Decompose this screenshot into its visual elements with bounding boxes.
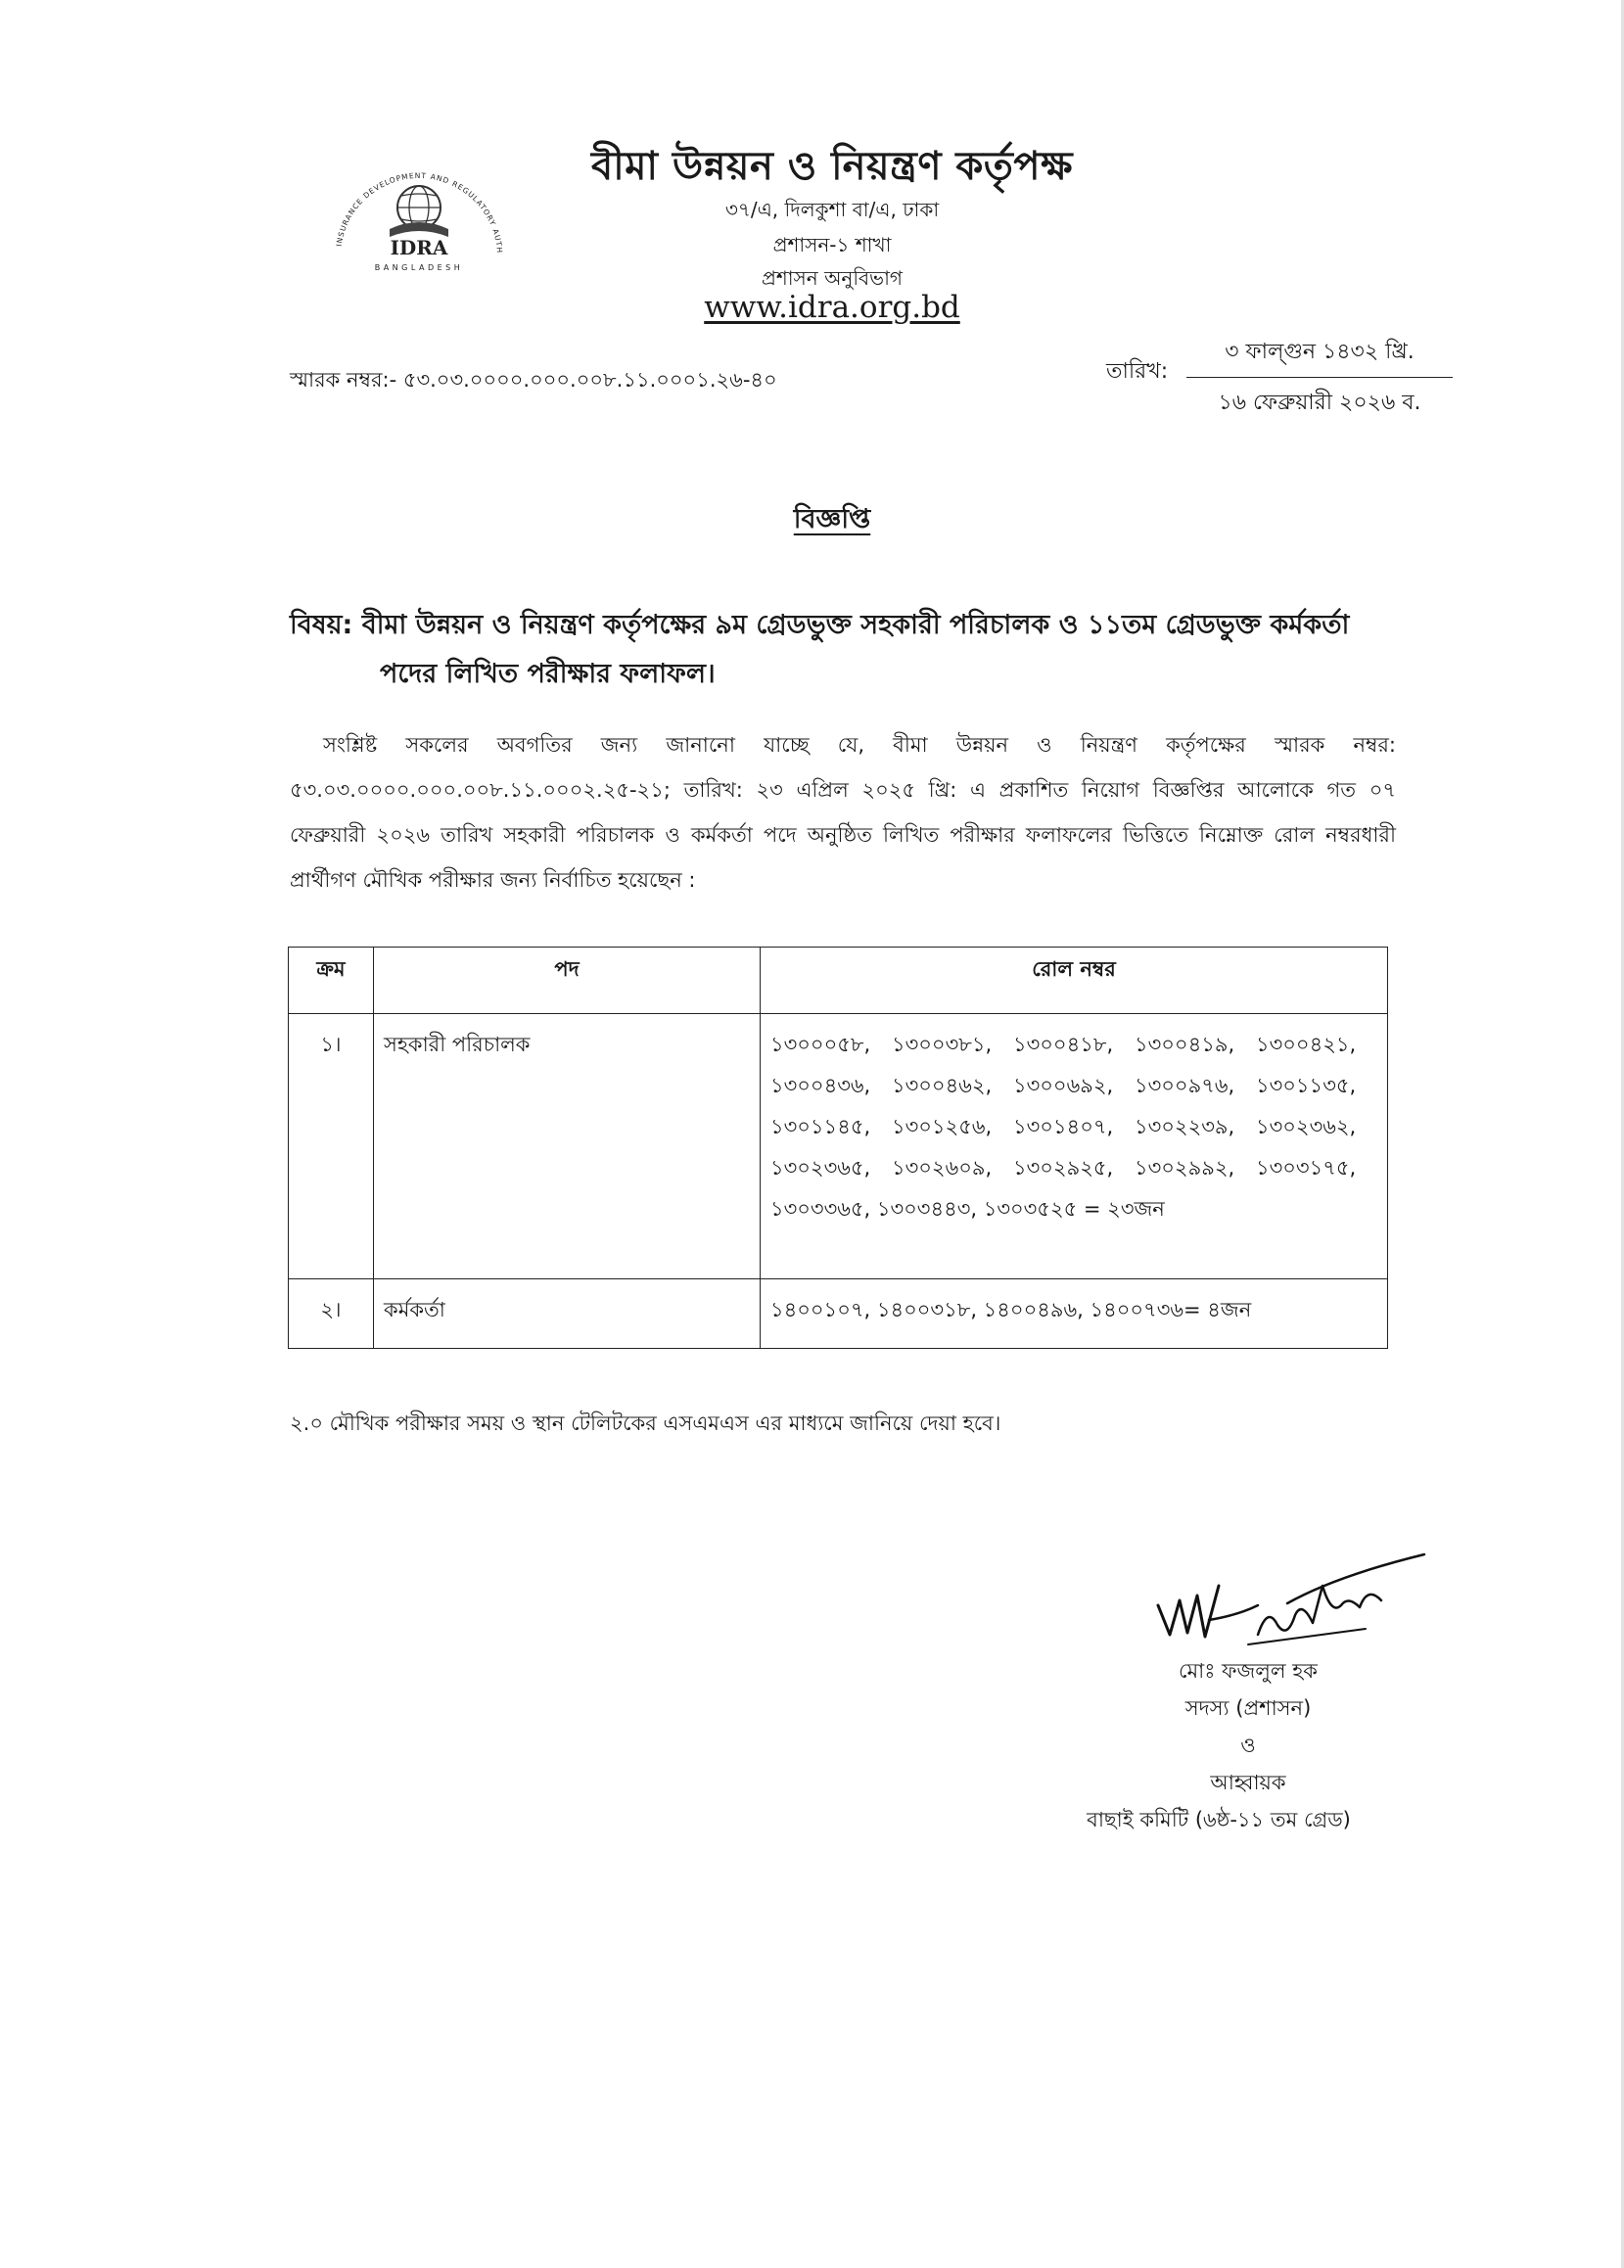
roll-number: ১৩০০৩৮১, [892, 1033, 993, 1056]
date-gregorian: ১৬ ফেব্রুয়ারী ২০২৬ ব. [1218, 391, 1421, 415]
roll-number: ১৩০২৬০৯, [892, 1156, 993, 1180]
org-website: www.idra.org.bd [704, 290, 960, 325]
memo-number [290, 364, 777, 398]
roll-summary: ১৩০৩৩৬৫, ১৩০৩৪৪৩, ১৩০৩৫২৫ = ২৩জন [770, 1197, 1165, 1221]
roll-number: ১৩০১১৪৫, [770, 1115, 871, 1138]
row-rolls [761, 1014, 1388, 1279]
signatory-designation: সদস্য (প্রশাসন) [1184, 1696, 1312, 1720]
notice-body: সংশ্লিষ্ট সকলের অবগতির জন্য জানানো যাচ্ছে যে, বীমা উন্নয়ন ও নিয়ন্ত্রণ কর্তৃপক্ষের স্মারক নম্বর: ৫৩.০৩.০০০০.০০০.০০৮.১১.০০০২.২৫-২১; তারিখ: ২৩ এপ্রিল ২০২৫ খ্রি: এ প্রকাশিত নিয়োগ বিজ্ঞপ্তির আলোকে গত ০৭ ফেব্রুয়ারী ২০২৬ তারিখ সহকারী পরিচালক ও কর্মকর্তা পদে অনুষ্ঠিত লিখিত পরীক্ষার ফলাফলের ভিত্তিতে নিম্নোক্ত রোল নম্বরধারী প্রার্থীগণ মৌখিক পরীক্ষার জন্য নির্বাচিত হয়েছেন : [290, 733, 1396, 892]
globe-icon [390, 186, 448, 237]
roll-number: ১৩০১৪০৭, [1013, 1115, 1114, 1138]
roll-number: ১৩০১২৫৬, [892, 1115, 993, 1138]
roll-list [770, 1024, 1377, 1229]
notice-title-text: বিজ্ঞপ্তি [793, 504, 871, 534]
roll-number: ১৩০০৬৯২, [1013, 1074, 1114, 1097]
org-division: প্রশাসন অনুবিভাগ [762, 266, 903, 290]
subject-line-1: বিষয়: বীমা উন্নয়ন ও নিয়ন্ত্রণ কর্তৃপক্ষের ৯ম গ্রেডভুক্ত সহকারী পরিচালক ও ১১তম গ্রেডভুক্ত কর্মকর্তা [290, 610, 1350, 640]
roll-number: ১৩০২৯৯২, [1135, 1156, 1235, 1180]
header-post: পদ [374, 948, 761, 1014]
roll-number: ১৩০০৪১৮, [1013, 1033, 1114, 1056]
notice-title [685, 499, 979, 543]
row-post: কর্মকর্তা [374, 1279, 761, 1349]
header-roll: রোল নম্বর [761, 948, 1388, 1014]
roll-number: ১৩০২২৩৯, [1135, 1115, 1235, 1138]
roll-number: ১৩০০৪৩৬, [770, 1074, 871, 1097]
memo-value: ৫৩.০৩.০০০০.০০০.০০৮.১১.০০০১.২৬-৪০ [402, 368, 777, 392]
idra-logo [311, 147, 527, 284]
roll-number: ১৩০২৯২৫, [1013, 1156, 1114, 1180]
logo-text: IDRA [390, 236, 448, 259]
roll-number: ১৩০০৪২১, [1256, 1033, 1357, 1056]
roll-number: ১৩০০৪১৯, [1135, 1033, 1235, 1056]
date-bangla: ৩ ফাল্গুন ১৪৩২ খ্রি. [1186, 335, 1453, 378]
row-serial: ২। [289, 1279, 374, 1349]
roll-number: ১৩০২৩৬৫, [770, 1156, 871, 1180]
signatory-name: মোঃ ফজলুল হক [1179, 1659, 1318, 1683]
signatory-committee: বাছাই কমিটি (৬ষ্ঠ-১১ তম গ্রেড) [1087, 1808, 1351, 1831]
roll-number: ১৩০০০৫৮, [770, 1033, 871, 1056]
memo-label: স্মারক নম্বর:- [290, 368, 397, 392]
notice-subject [290, 601, 1396, 699]
handwritten-signature [1140, 1547, 1434, 1654]
logo-subtext: BANGLADESH [374, 263, 464, 272]
header-serial: ক্রম [289, 948, 374, 1014]
signatory-block [1057, 1652, 1380, 1838]
subject-line-2: পদের লিখিত পরীক্ষার ফলাফল। [380, 659, 716, 689]
date-block [1186, 335, 1453, 422]
signatory-conjunction: ও [1240, 1734, 1256, 1757]
roll-number: ১৩০০৯৭৬, [1135, 1074, 1235, 1097]
org-branch: প্রশাসন-১ শাখা [772, 233, 892, 256]
table-row [289, 1279, 1388, 1349]
table-header-row [289, 948, 1388, 1014]
org-address: ৩৭/এ, দিলকুশা বা/এ, ঢাকা [724, 198, 940, 221]
date-label: তারিখ: [1106, 359, 1169, 384]
signatory-role: আহ্বায়ক [1210, 1771, 1286, 1794]
roll-number: ১৩০২৩৬২, [1256, 1115, 1357, 1138]
row-serial: ১। [289, 1014, 374, 1279]
roll-number: ১৩০১১৩৫, [1256, 1074, 1357, 1097]
row-post: সহকারী পরিচালক [374, 1014, 761, 1279]
footnote: ২.০ মৌখিক পরীক্ষার সময় ও স্থান টেলিটকের এসএমএস এর মাধ্যমে জানিয়ে দেয়া হবে। [290, 1412, 1001, 1435]
row-rolls: ১৪০০১০৭, ১৪০০৩১৮, ১৪০০৪৯৬, ১৪০০৭৩৬= ৪জন [761, 1279, 1388, 1349]
results-table [288, 947, 1388, 1349]
table-row [289, 1014, 1388, 1279]
roll-number: ১৩০৩১৭৫, [1256, 1156, 1357, 1180]
org-name: বীমা উন্নয়ন ও নিয়ন্ত্রণ কর্তৃপক্ষ [591, 144, 1073, 189]
roll-number: ১৩০০৪৬২, [892, 1074, 993, 1097]
logo-ring-text: INSURANCE DEVELOPMENT AND REGULATORY AUTH [334, 170, 505, 255]
